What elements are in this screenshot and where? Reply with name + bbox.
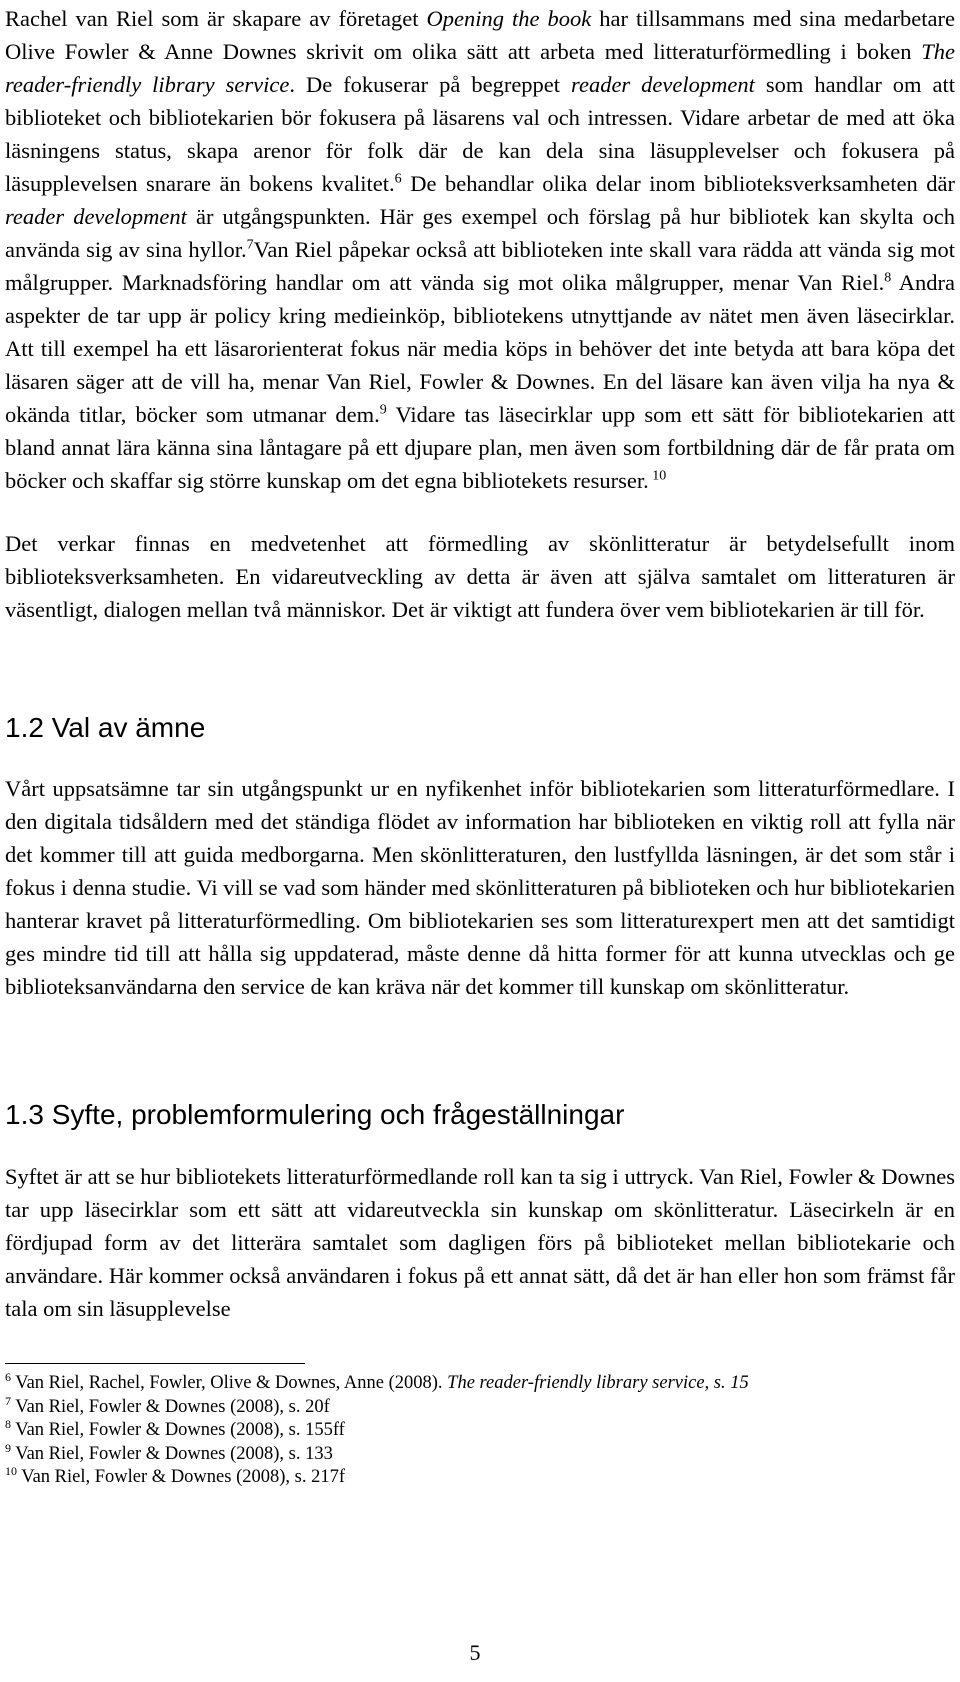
footnote-ref: 8 (884, 270, 892, 286)
text-run: Van Riel, Rachel, Fowler, Olive & Downes, Anne (2008). (11, 1373, 448, 1393)
document-page (5, 0, 955, 1490)
italic-text: reader development (571, 72, 755, 97)
page-number: 5 (469, 1640, 481, 1665)
italic-text: The reader-friendly library service (5, 39, 955, 97)
text-run: Det verkar finnas en medvetenhet att förmedling av skönlitteratur är betydelsefullt inom biblioteksverksamheten. En vidareutveckling av detta är även att själva samtalet om litteraturen är väsentligt, dialogen mellan två människor. Det är viktigt att fundera över vem bibliotekarien är till för. (5, 531, 955, 622)
footnote-ref: 10 (648, 468, 667, 484)
footnote-10 (5, 1463, 955, 1490)
text-run: Van Riel påpekar också att biblioteken inte skall vara rädda att vända sig mot målgrupper. Marknadsföring handlar om att vända sig mot olika målgrupper, menar Van Riel. (5, 237, 956, 295)
text-run: har tillsammans med sina medarbetare Olive Fowler & Anne Downes skrivit om olika sätt att arbeta med litteraturförmedling i boken (5, 6, 955, 64)
text-run: Vårt uppsatsämne tar sin utgångspunkt ur en nyfikenhet inför bibliotekarien som litteraturförmedlare. I den digitala tidsåldern med det ständiga flödet av information har biblioteken en viktig roll att fylla när det kommer till att guida medborgarna. Men skönlitteraturen, den lustfyllda läsningen, är det som står i fokus i denna studie. Vi vill se vad som händer med skönlitteraturen på biblioteken och hur bibliotekarien hanterar kravet på litteraturförmedling. Om bibliotekarien ses som litteraturexpert men att det samtidigt ges mindre tid till att hålla sig uppdaterad, måste denne då hitta former för att kunna utvecklas och ge biblioteksanvändarna den service de kan kräva när det kommer till kunskap om skönlitteratur. (5, 776, 955, 999)
paragraph-literature-mediation (5, 527, 955, 626)
footnote-9 (5, 1440, 955, 1467)
text-run: Van Riel, Fowler & Downes (2008), s. 133 (11, 1443, 333, 1464)
italic-text: The reader-friendly library service, s. 15 (447, 1373, 749, 1393)
text-run: Van Riel, Fowler & Downes (2008), s. 20f (11, 1396, 330, 1417)
footnote-ref: 7 (246, 237, 254, 253)
footnote-ref: 9 (5, 1440, 11, 1455)
text-run: Syftet är att se hur bibliotekets litteraturförmedlande roll kan ta sig i uttryck. Van Riel, Fowler & Downes tar upp läsecirklar som ett sätt att vidareutveckla sin kunskap om skönlitteratur. Läsecirkeln är en fördjupad form av det litterära samtalet som dagligen förs på biblioteket mellan bibliotekarie och användare. Här kommer också användaren i fokus på ett annat sätt, då det är han eller hon som främst får tala om sin läsupplevelse (5, 1164, 955, 1321)
italic-text: reader development (5, 204, 187, 229)
footnotes (5, 1369, 955, 1490)
footnote-7 (5, 1393, 955, 1420)
text-run: Andra aspekter de tar upp är policy kring medieinköp, bibliotekens utnyttjande av nätet men även läsecirklar. Att till exempel ha ett läsarorienterat fokus när media köps in behöver det inte betyda att bara köpa det läsaren säger att de vill ha, menar Van Riel, Fowler & Downes. En del läsare kan även vilja ha nya & okända titlar, böcker som utmanar dem. (5, 270, 955, 427)
paragraph-reader-development (5, 2, 955, 497)
text-run: är utgångspunkten. Här ges exempel och förslag på hur bibliotek kan skylta och använda sig av sina hyllor. (5, 204, 955, 262)
paragraph-val-av-amne (5, 772, 955, 1003)
footnote-ref: 6 (5, 1369, 11, 1384)
italic-text: Opening the book (426, 6, 592, 31)
section-heading-val-av-amne: 1.2 Val av ämne (5, 712, 206, 743)
footnote-ref: 10 (5, 1463, 17, 1478)
text-run: Rachel van Riel som är skapare av företaget (5, 6, 427, 31)
text-run: Van Riel, Fowler & Downes (2008), s. 217f (17, 1467, 346, 1487)
footnote-ref: 6 (394, 171, 402, 187)
footnote-separator (5, 1363, 305, 1364)
footnote-8 (5, 1416, 955, 1443)
text-run: Van Riel, Fowler & Downes (2008), s. 155ff (11, 1420, 345, 1440)
text-run: De behandlar olika delar inom biblioteksverksamheten där (401, 171, 955, 196)
section-heading-syfte: 1.3 Syfte, problemformulering och frågeställningar (5, 1099, 625, 1130)
text-run: Vidare tas läsecirklar upp som ett sätt för bibliotekarien att bland annat lära känna sina låntagare på ett djupare plan, men även som fortbildning där de får prata om böcker och skaffar sig större kunskap om det egna bibliotekets resurser. (5, 402, 955, 493)
text-run: . De fokuserar på begreppet (289, 72, 572, 97)
footnote-ref: 7 (5, 1393, 11, 1408)
footnote-6 (5, 1369, 955, 1396)
footnote-ref: 9 (379, 402, 387, 418)
text-run: som handlar om att biblioteket och bibliotekarien bör fokusera på läsarens val och intressen. Vidare arbetar de med att öka läsningens status, skapa arenor för folk där de kan dela sina läsupplevelser och fokusera på läsupplevelsen snarare än bokens kvalitet. (5, 72, 956, 196)
footnote-ref: 8 (5, 1416, 11, 1431)
paragraph-syfte (5, 1160, 955, 1325)
